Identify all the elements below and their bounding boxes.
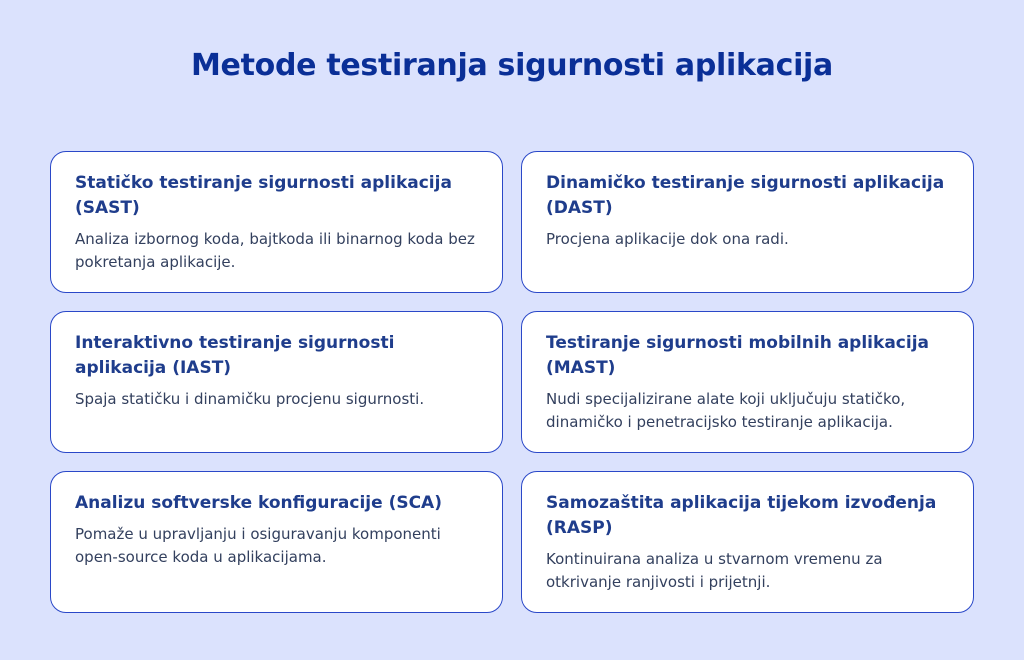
card-title: Dinamičko testiranje sigurnosti aplikacija (DAST)	[546, 173, 945, 218]
card-description: Procjena aplikacije dok ona radi.	[546, 230, 789, 248]
card-title: Analizu softverske konfiguracije (SCA)	[75, 493, 442, 513]
card-title: Samozaštita aplikacija tijekom izvođenja (RASP)	[546, 493, 937, 538]
card-title: Statičko testiranje sigurnosti aplikacija (SAST)	[75, 173, 452, 218]
card-rasp	[521, 471, 974, 613]
card-iast	[50, 311, 503, 453]
card-mast	[521, 311, 974, 453]
methods-grid	[50, 151, 974, 613]
card-description: Nudi specijalizirane alate koji uključuju statičko, dinamičko i penetracijsko testiranje aplikacija.	[546, 390, 906, 431]
card-sast	[50, 151, 503, 293]
card-sca	[50, 471, 503, 613]
card-description: Spaja statičku i dinamičku procjenu sigurnosti.	[75, 390, 425, 408]
card-title: Interaktivno testiranje sigurnosti aplikacija (IAST)	[75, 333, 395, 378]
card-title: Testiranje sigurnosti mobilnih aplikacija (MAST)	[546, 333, 929, 378]
card-description: Analiza izbornog koda, bajtkoda ili binarnog koda bez pokretanja aplikacije.	[75, 230, 475, 271]
page-title: Metode testiranja sigurnosti aplikacija	[191, 48, 833, 83]
card-description: Kontinuirana analiza u stvarnom vremenu za otkrivanje ranjivosti i prijetnji.	[546, 550, 883, 591]
card-description: Pomaže u upravljanju i osiguravanju komponenti open-source koda u aplikacijama.	[75, 525, 441, 566]
card-dast	[521, 151, 974, 293]
